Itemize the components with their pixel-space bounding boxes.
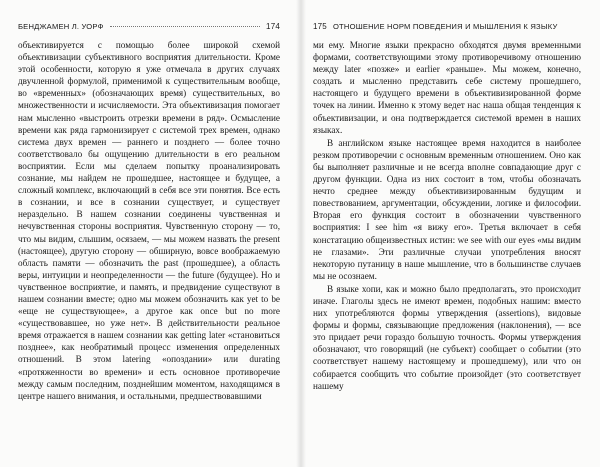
right-page-header <box>313 22 581 31</box>
right-page-body <box>313 39 581 392</box>
left-page-header <box>18 22 280 31</box>
book-gutter <box>296 0 306 467</box>
header-rule <box>110 26 260 27</box>
paragraph: В языке хопи, как и можно было предполагать, это происходит иначе. Глаголы здесь не имеют времен, подобных нашим: вместо них употребляются формы утверждения (assertions), видовые формы и формы, связывающие предложения (наклонения), — все это придает речи гораздо большую точность. Формы утверждения обозначают, что говорящий (не субъект) сообщает о событии (это соответствует нашему настоящему и прошедшему), или что он собирается сообщить что событие произойдет (это соответствует нашему <box>313 283 581 391</box>
right-running-head: ОТНОШЕНИЕ НОРМ ПОВЕДЕНИЯ И МЫШЛЕНИЯ К ЯЗЫКУ <box>332 22 558 31</box>
right-page <box>313 22 581 462</box>
right-page-number: 175 <box>313 22 327 31</box>
paragraph: ми ему. Многие языки прекрасно обходятся двумя временными формами, соответствующими этому противоречивому отношению между later «позже» и earlier «раньше». Мы можем, конечно, создать и мысленно представить себе систему прошедшего, настоящего и будущего времени в объективизированной форме точек на линии. Именно к этому ведет нас наша общая тенденция к объективизации, и она подтверждается системой времен в наших языках. <box>313 40 581 135</box>
paragraph: объективируется с помощью более широкой схемой объективизации субъективного восприятия длительности. Кроме этой особенности, которую я уже отмечала в других случаях двучленной формулой, применимой к существительным вообще, во «временных» (обозначающих время) существительных, во множественности и исчисляемости. Эта объективизация помогает нам мысленно «выстроить отрезки времени в ряд». Осмысление времени как ряда гармонизирует с системой трех времен, однако система двух времен — раннего и позднего — более точно соответствовало бы ощущению длительности в его реальном восприятии. Если мы сделаем попытку проанализировать сознание, мы найдем не прошедшее, настоящее и будущее, а сложный комплекс, включающий в себя все эти понятия. Все есть в сознании, и все в сознании существует, и существует нераздельно. В нашем сознании соединены чувственная и нечувственная стороны восприятия. Чувственную сторону — то, что мы видим, слышим, осязаем, — мы можем назвать the present (настоящее), другую сторону — обширную, вовсе воображаемую область памяти — обозначить the past (прошедшее), а область веры, интуиции и неопределенности — the future (будущее). Но и чувственное восприятие, и память, и предвидение существуют в нашем сознании вместе; одно мы можем обозначить как yet to be «еще не существующее», а другое как once but no more «существовавшее, но уже нет». В действительности реальное время отражается в нашем сознании как getting later «становиться позднее», как необратимый процесс изменения определенных отношений. В этом latering «опоздании» или durating «протяженности во времени» и есть основное противоречие между самым последним, позднейшим моментом, находящимся в центре нашего внимания, и остальными, предшествовавшими <box>18 40 280 401</box>
paragraph: В английском языке настоящее время находится в наиболее резком противоречии с основным временным отношением. Оно как бы выполняет различные и не всегда вполне совпадающие друг с другом функции. Одна из них состоит в том, чтобы обозначать нечто среднее между объективизированным будущим и повествованием, аргументации, обсуждении, логике и философии. Вторая его функция состоит в обозначении чувственного восприятия: I see him «я вижу его». Третья включает в себя констатацию общеизвестных истин: we see with our eyes «мы видим не глазами». Эти различные случаи употребления вносят некоторую путаницу в наше мышление, что в большинстве случаев мы не осознаем. <box>313 137 581 281</box>
left-page-body <box>18 39 280 402</box>
left-page <box>18 22 280 462</box>
left-running-head: БЕНДЖАМЕН Л. УОРФ <box>18 22 104 31</box>
left-page-number: 174 <box>266 22 280 31</box>
